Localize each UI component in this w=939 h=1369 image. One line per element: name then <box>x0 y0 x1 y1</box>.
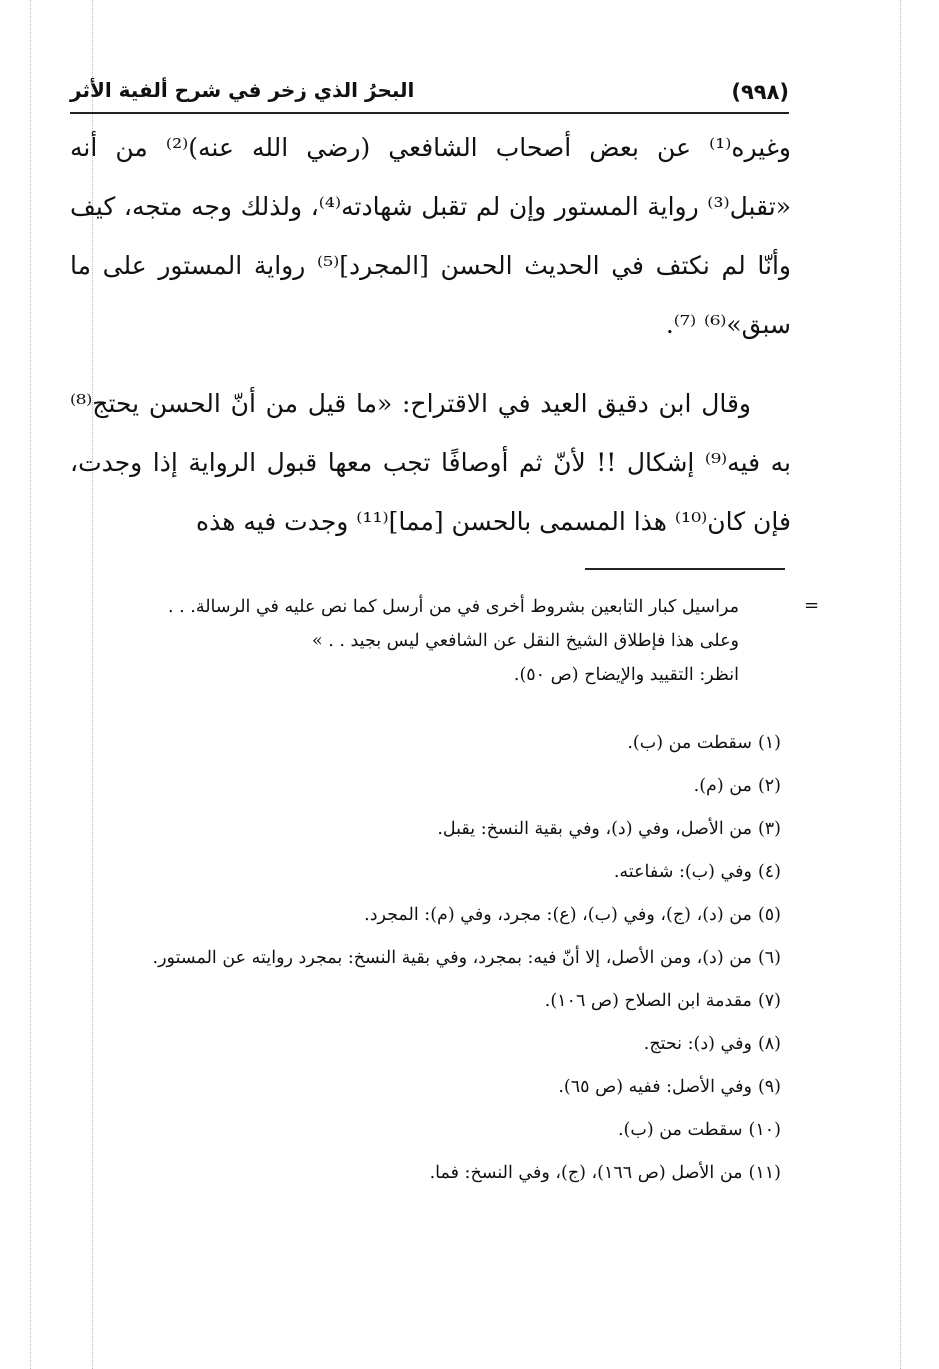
footnote <box>70 1023 781 1066</box>
main-text <box>70 118 791 551</box>
footnote-text: وفي (ب): شفاعته. <box>613 862 752 882</box>
footnote-continuation <box>70 590 739 692</box>
footnote-text: من (م). <box>693 776 752 796</box>
footnote-label: (٦) <box>757 948 781 968</box>
running-header <box>70 72 789 114</box>
footnote-label: (٨) <box>757 1034 781 1054</box>
book-title: البحرُ الذي زخر في شرح ألفية الأثر <box>70 78 415 102</box>
footnote-text: وفي الأصل: ففيه (ص ٦٥). <box>558 1077 752 1097</box>
footnote-separator <box>585 568 785 570</box>
footnote-label: (٩) <box>757 1077 781 1097</box>
paragraph: وغيره⁽¹⁾ عن بعض أصحاب الشافعي (رضي الله عنه)⁽²⁾ من أنه «تقبل⁽³⁾ رواية المستور وإن لم تقبل شهادته⁽⁴⁾، ولذلك وجه متجه، كيف وأنّا لم نكتف في الحديث الحسن [المجرد]⁽⁵⁾ رواية المستور على ما سبق»⁽⁶⁾ ⁽⁷⁾. <box>70 133 792 339</box>
footnote-label: (٧) <box>757 991 781 1011</box>
footnote-label: (١١) <box>748 1163 781 1183</box>
page-number: (٩٩٨) <box>731 80 789 104</box>
paragraph: وقال ابن دقيق العيد في الاقتراح: «ما قيل من أنّ الحسن يحتج⁽⁸⁾ به فيه⁽⁹⁾ إشكال !! لأنّ ثم أوصافًا تجب معها قبول الرواية إذا وجدت، فإن كان⁽¹⁰⁾ هذا المسمى بالحسن [مما]⁽¹¹⁾ وجدت فيه هذه <box>70 389 791 536</box>
footnote-label: (٥) <box>757 905 781 925</box>
footnote-label: (١) <box>757 733 781 753</box>
footnote-text: وفي (د): نحتج. <box>643 1034 752 1054</box>
footnote <box>70 894 781 937</box>
footnotes-list <box>70 722 781 1195</box>
footnote-label: (١٠) <box>748 1120 781 1140</box>
footnote <box>70 1109 781 1152</box>
continuation-marker: = <box>804 595 820 616</box>
footnote-text: من (د)، ومن الأصل، إلا أنّ فيه: بمجرد، وفي بقية النسخ: بمجرد روايته عن المستور. <box>152 948 752 968</box>
footnote-text: من الأصل (ص ١٦٦)، (ج)، وفي النسخ: فما. <box>429 1163 743 1183</box>
footnote-text: من (د)، (ج)، وفي (ب)، (ع): مجرد، وفي (م): المجرد. <box>364 905 752 925</box>
footnote-text: من الأصل، وفي (د)، وفي بقية النسخ: يقبل. <box>437 819 752 839</box>
scan-margin-line <box>30 0 31 1369</box>
footnote <box>70 1066 781 1109</box>
footnote <box>70 937 781 980</box>
footnote-label: (٣) <box>757 819 781 839</box>
footnote <box>70 808 781 851</box>
footnote-text: سقطت من (ب). <box>617 1120 743 1140</box>
footnote <box>70 980 781 1023</box>
footnote-text: سقطت من (ب). <box>627 733 752 753</box>
footnote <box>70 722 781 765</box>
footnote <box>70 851 781 894</box>
footnote-line: مراسيل كبار التابعين بشروط أخرى في من أرسل كما نص عليه في الرسالة. . . <box>168 597 739 617</box>
footnote-line: وعلى هذا فإطلاق الشيخ النقل عن الشافعي ليس بجيد . . » <box>311 631 739 651</box>
footnote <box>70 1152 781 1195</box>
footnote <box>70 765 781 808</box>
footnote-label: (٢) <box>757 776 781 796</box>
scan-margin-line <box>900 0 901 1369</box>
footnote-line: انظر: التقييد والإيضاح (ص ٥٠). <box>513 665 739 685</box>
footnote-text: مقدمة ابن الصلاح (ص ١٠٦). <box>544 991 752 1011</box>
footnote-label: (٤) <box>757 862 781 882</box>
